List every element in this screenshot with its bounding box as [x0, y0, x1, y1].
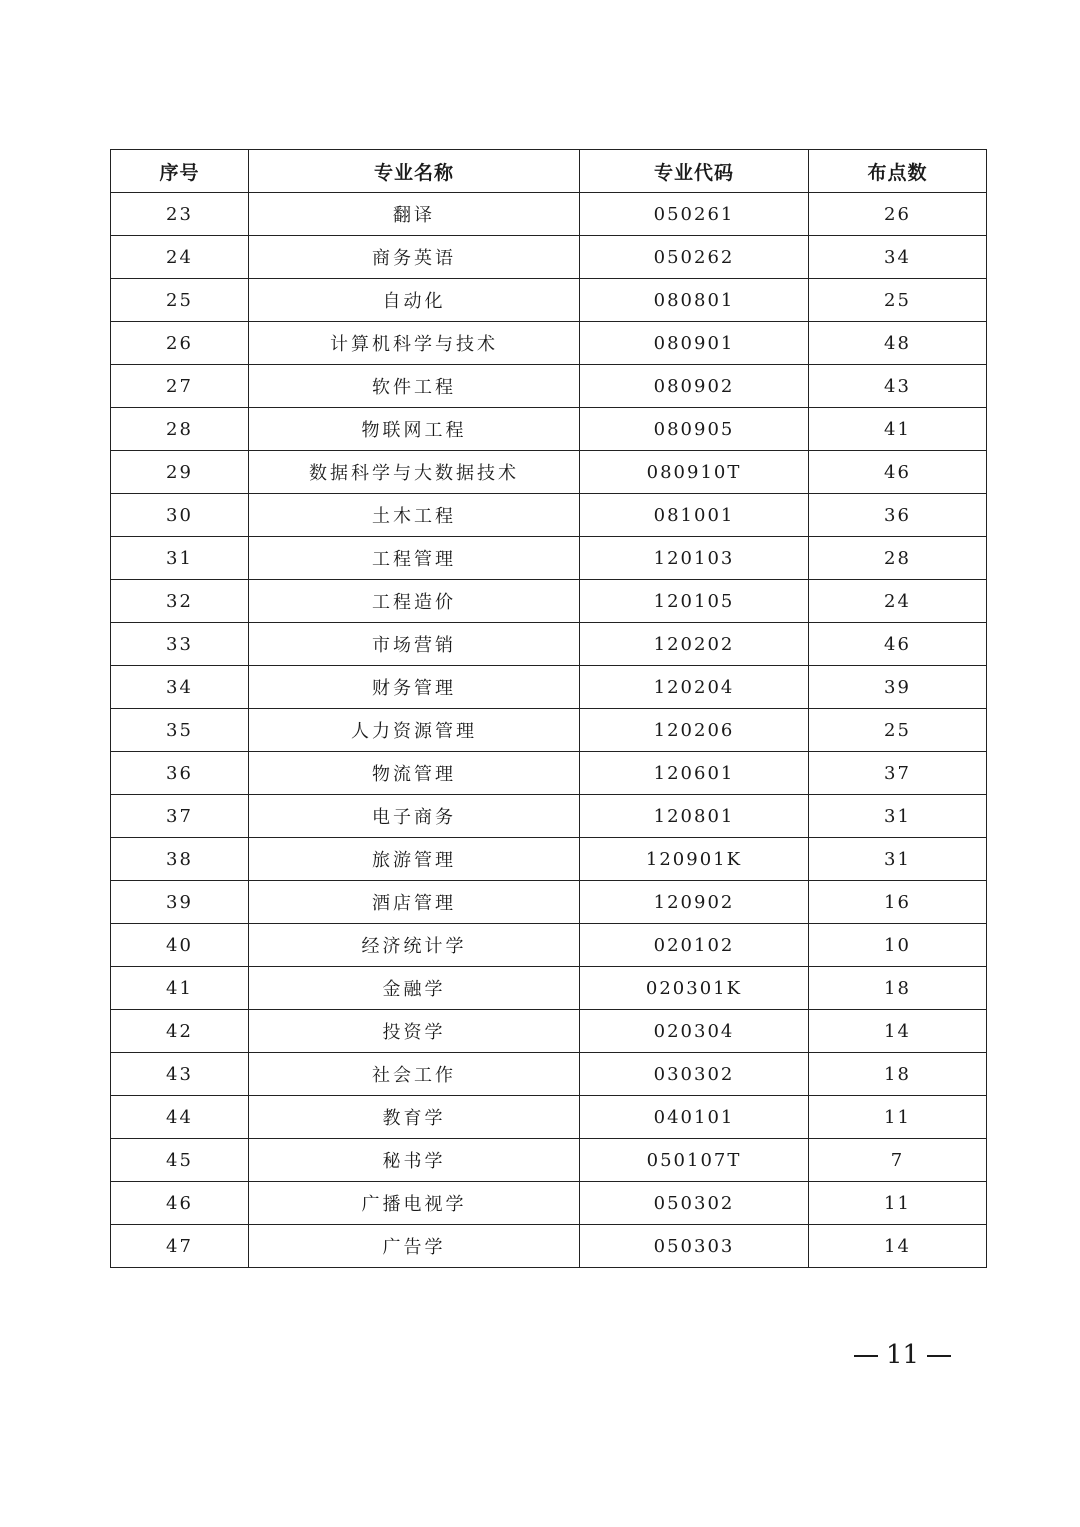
- cell-major-name: 教育学: [249, 1096, 580, 1139]
- cell-count: 11: [809, 1096, 987, 1139]
- cell-seq: 41: [111, 967, 249, 1010]
- cell-major-name: 经济统计学: [249, 924, 580, 967]
- table-row: [111, 322, 987, 365]
- cell-major-code: 080905: [580, 408, 809, 451]
- table-row: [111, 623, 987, 666]
- cell-count: 14: [809, 1225, 987, 1268]
- cell-major-name: 工程管理: [249, 537, 580, 580]
- cell-major-code: 040101: [580, 1096, 809, 1139]
- table-row: [111, 881, 987, 924]
- cell-major-name: 广告学: [249, 1225, 580, 1268]
- table-row: [111, 1139, 987, 1182]
- cell-major-name: 金融学: [249, 967, 580, 1010]
- cell-major-name: 计算机科学与技术: [249, 322, 580, 365]
- cell-seq: 25: [111, 279, 249, 322]
- cell-major-code: 080910T: [580, 451, 809, 494]
- cell-count: 34: [809, 236, 987, 279]
- cell-seq: 35: [111, 709, 249, 752]
- cell-major-code: 120601: [580, 752, 809, 795]
- cell-seq: 37: [111, 795, 249, 838]
- header-name: 专业名称: [249, 150, 580, 193]
- cell-seq: 39: [111, 881, 249, 924]
- cell-major-code: 080902: [580, 365, 809, 408]
- cell-seq: 45: [111, 1139, 249, 1182]
- cell-count: 25: [809, 709, 987, 752]
- cell-seq: 26: [111, 322, 249, 365]
- table-row: [111, 580, 987, 623]
- table-body: [111, 193, 987, 1268]
- table-row: [111, 451, 987, 494]
- cell-major-code: 050261: [580, 193, 809, 236]
- cell-count: 39: [809, 666, 987, 709]
- table-row: [111, 1010, 987, 1053]
- cell-major-code: 050302: [580, 1182, 809, 1225]
- cell-major-name: 酒店管理: [249, 881, 580, 924]
- cell-count: 37: [809, 752, 987, 795]
- cell-major-name: 社会工作: [249, 1053, 580, 1096]
- table-row: [111, 924, 987, 967]
- majors-table: [110, 149, 987, 1268]
- cell-major-code: 120902: [580, 881, 809, 924]
- page-number: [846, 1340, 958, 1370]
- table-row: [111, 365, 987, 408]
- table-row: [111, 193, 987, 236]
- cell-count: 46: [809, 623, 987, 666]
- cell-major-name: 市场营销: [249, 623, 580, 666]
- cell-major-code: 020301K: [580, 967, 809, 1010]
- cell-count: 31: [809, 795, 987, 838]
- cell-major-code: 120202: [580, 623, 809, 666]
- header-row: [111, 150, 987, 193]
- cell-major-code: 120206: [580, 709, 809, 752]
- cell-count: 14: [809, 1010, 987, 1053]
- cell-major-code: 020304: [580, 1010, 809, 1053]
- cell-major-name: 物流管理: [249, 752, 580, 795]
- table-row: [111, 408, 987, 451]
- cell-major-code: 120801: [580, 795, 809, 838]
- cell-major-name: 广播电视学: [249, 1182, 580, 1225]
- table-row: [111, 795, 987, 838]
- cell-seq: 30: [111, 494, 249, 537]
- cell-major-name: 电子商务: [249, 795, 580, 838]
- cell-major-name: 投资学: [249, 1010, 580, 1053]
- table-row: [111, 279, 987, 322]
- cell-major-code: 120204: [580, 666, 809, 709]
- cell-major-code: 120103: [580, 537, 809, 580]
- cell-count: 28: [809, 537, 987, 580]
- cell-major-code: 050303: [580, 1225, 809, 1268]
- cell-count: 18: [809, 1053, 987, 1096]
- cell-major-name: 工程造价: [249, 580, 580, 623]
- cell-count: 24: [809, 580, 987, 623]
- header-count: 布点数: [809, 150, 987, 193]
- table-row: [111, 494, 987, 537]
- cell-major-name: 商务英语: [249, 236, 580, 279]
- cell-seq: 28: [111, 408, 249, 451]
- table-row: [111, 838, 987, 881]
- cell-count: 46: [809, 451, 987, 494]
- cell-major-name: 财务管理: [249, 666, 580, 709]
- cell-count: 18: [809, 967, 987, 1010]
- cell-major-name: 软件工程: [249, 365, 580, 408]
- table-row: [111, 537, 987, 580]
- cell-major-code: 050262: [580, 236, 809, 279]
- page-dash-left: [854, 1355, 878, 1357]
- cell-major-code: 120901K: [580, 838, 809, 881]
- cell-major-code: 081001: [580, 494, 809, 537]
- cell-count: 11: [809, 1182, 987, 1225]
- page-dash-right: [927, 1355, 951, 1357]
- cell-seq: 42: [111, 1010, 249, 1053]
- header-code: 专业代码: [580, 150, 809, 193]
- cell-count: 16: [809, 881, 987, 924]
- cell-major-name: 土木工程: [249, 494, 580, 537]
- cell-seq: 34: [111, 666, 249, 709]
- cell-major-code: 030302: [580, 1053, 809, 1096]
- table-row: [111, 1182, 987, 1225]
- cell-seq: 27: [111, 365, 249, 408]
- cell-count: 25: [809, 279, 987, 322]
- table-row: [111, 752, 987, 795]
- cell-major-name: 旅游管理: [249, 838, 580, 881]
- cell-seq: 46: [111, 1182, 249, 1225]
- cell-seq: 43: [111, 1053, 249, 1096]
- cell-seq: 38: [111, 838, 249, 881]
- cell-major-name: 数据科学与大数据技术: [249, 451, 580, 494]
- cell-count: 43: [809, 365, 987, 408]
- cell-count: 41: [809, 408, 987, 451]
- cell-major-name: 秘书学: [249, 1139, 580, 1182]
- cell-seq: 47: [111, 1225, 249, 1268]
- cell-seq: 33: [111, 623, 249, 666]
- cell-count: 10: [809, 924, 987, 967]
- table-row: [111, 1096, 987, 1139]
- table-row: [111, 1225, 987, 1268]
- table-row: [111, 236, 987, 279]
- table-header: [111, 150, 987, 193]
- cell-major-code: 020102: [580, 924, 809, 967]
- cell-major-name: 自动化: [249, 279, 580, 322]
- cell-seq: 40: [111, 924, 249, 967]
- table-row: [111, 709, 987, 752]
- cell-seq: 44: [111, 1096, 249, 1139]
- cell-seq: 31: [111, 537, 249, 580]
- header-seq: 序号: [111, 150, 249, 193]
- cell-seq: 24: [111, 236, 249, 279]
- table-row: [111, 967, 987, 1010]
- cell-major-name: 物联网工程: [249, 408, 580, 451]
- cell-major-code: 080801: [580, 279, 809, 322]
- table-row: [111, 1053, 987, 1096]
- cell-major-name: 人力资源管理: [249, 709, 580, 752]
- cell-count: 48: [809, 322, 987, 365]
- cell-major-code: 120105: [580, 580, 809, 623]
- cell-major-name: 翻译: [249, 193, 580, 236]
- table-row: [111, 666, 987, 709]
- cell-seq: 29: [111, 451, 249, 494]
- cell-major-code: 080901: [580, 322, 809, 365]
- cell-seq: 36: [111, 752, 249, 795]
- cell-seq: 23: [111, 193, 249, 236]
- page-number-value: 11: [886, 1340, 920, 1370]
- cell-count: 26: [809, 193, 987, 236]
- cell-seq: 32: [111, 580, 249, 623]
- cell-count: 7: [809, 1139, 987, 1182]
- cell-count: 36: [809, 494, 987, 537]
- cell-major-code: 050107T: [580, 1139, 809, 1182]
- cell-count: 31: [809, 838, 987, 881]
